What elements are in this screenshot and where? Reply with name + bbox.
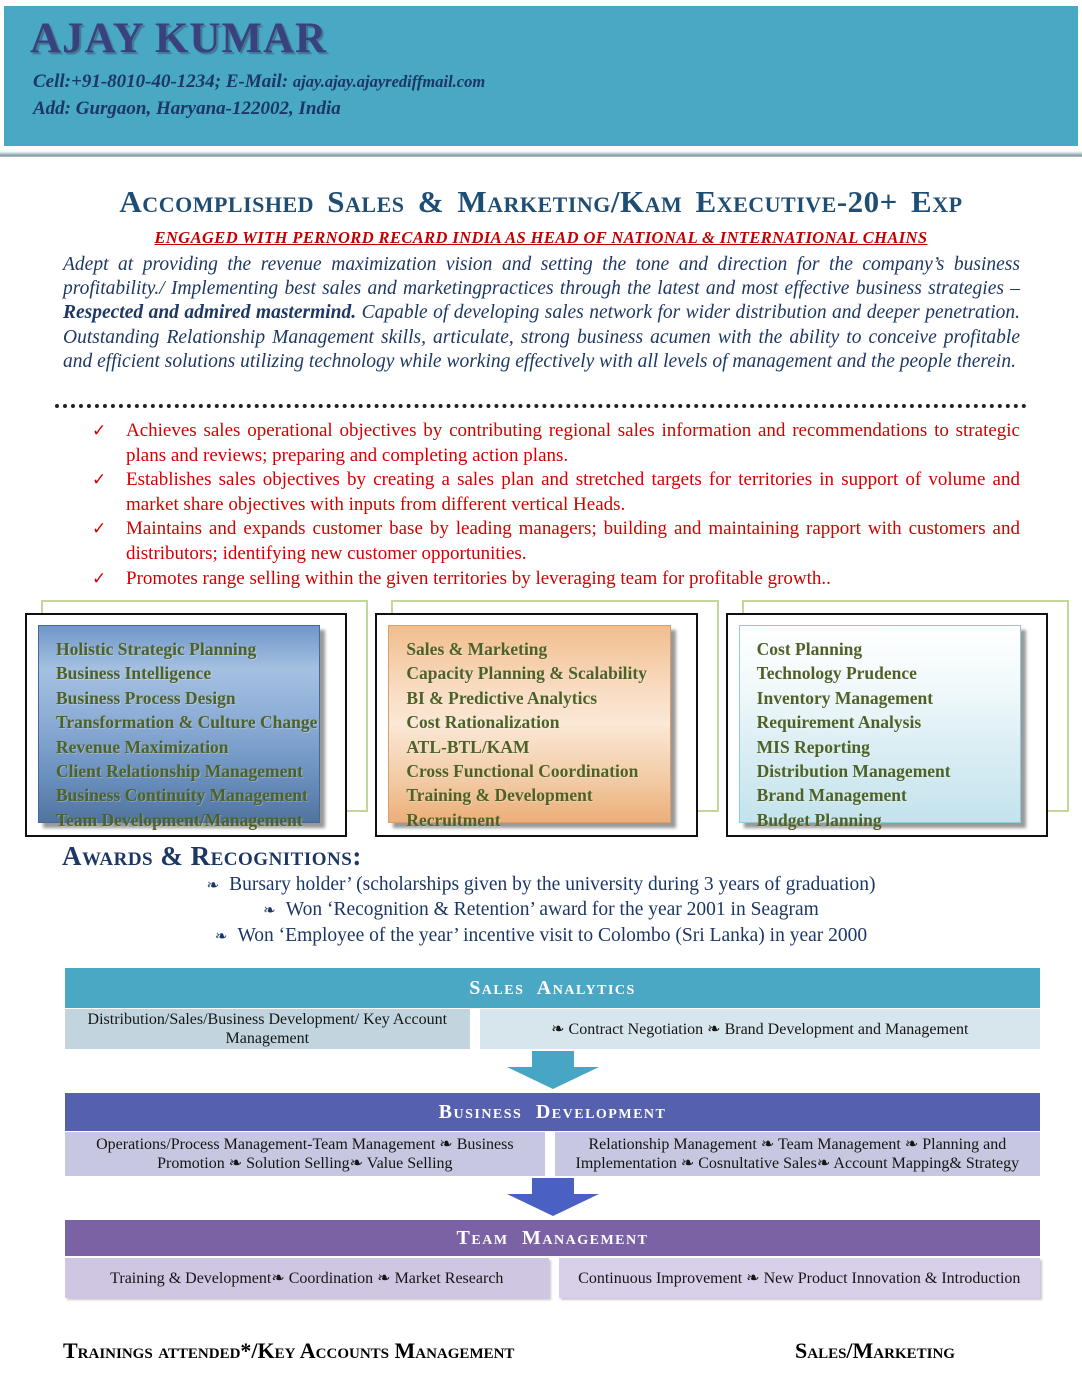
highlight-text: Achieves sales operational objectives by contributing regional sales information and recommendations to strategic plans and reviews; preparing and completing action plans. [126, 420, 1020, 466]
skill-list-sales-marketing [388, 625, 670, 830]
floral-bullet-icon: ❧ [214, 928, 228, 945]
skill-item: BI & Predictive Analytics [406, 687, 598, 708]
flow-cells-sales-analytics [65, 1009, 1040, 1049]
skill-item: Inventory Management [756, 687, 934, 708]
award-text: Won ‘Employee of the year’ incentive visit to Colombo (Sri Lanka) in year 2000 [237, 924, 868, 946]
highlight-item [92, 567, 1020, 592]
profile-summary-bold: Respected and admired mastermind. [63, 302, 357, 324]
contact-line-address: Add: Gurgaon, Haryana-122002, India [33, 98, 341, 119]
down-arrow-icon [507, 1178, 599, 1216]
awards-heading: Awards & Recognitions: [62, 841, 362, 871]
skill-item: Distribution Management [756, 761, 951, 782]
skill-item: Revenue Maximization [56, 736, 229, 757]
skill-item: Technology Prudence [756, 663, 917, 684]
skill-boxes-row [25, 600, 1062, 845]
skill-item: Sales & Marketing [406, 639, 548, 659]
award-item [40, 898, 1042, 923]
resume-title: Accomplished Sales & Marketing/Kam Executive-20+ Exp [119, 184, 963, 219]
flow-header-business-development: Business Development [65, 1093, 1040, 1131]
highlight-text: Establishes sales objectives by creating a sales plan and stretched targets for territories in support of volume and market share objectives with inputs from different vertical Heads. [126, 469, 1020, 515]
profile-summary-text-2: Capable of developing sales network for wider distribution and deeper penetration. Outstanding Relationship Management skills, articulate, strong business acumen with the ability to conceive profitable and efficient solutions utilizing technology while working effectively with all levels of management and the people therein. [63, 302, 1021, 372]
arrow-head [507, 1067, 599, 1089]
floral-bullet-icon: ❧ [206, 878, 220, 894]
checkmark-icon: ✓ [92, 519, 107, 540]
header-divider [0, 151, 1082, 157]
skill-item: Cross Functional Coordination [406, 761, 639, 782]
skill-box-operations [726, 600, 1062, 845]
checkmark-icon: ✓ [92, 421, 107, 441]
phone-email-label: Cell:+91-8010-40-1234; E-Mail: [33, 71, 289, 92]
skill-item: Brand Management [756, 785, 907, 806]
skill-item: Budget Planning [756, 809, 882, 830]
key-highlights-list [92, 419, 1020, 591]
awards-list [40, 873, 1042, 949]
highlight-text: Promotes range selling within the given territories by leveraging team for profitable growth.. [126, 567, 831, 589]
skill-box-sales-marketing [375, 600, 711, 845]
flow-cell: Relationship Management ❧ Team Management ❧ Planning and Implementation ❧ Cosnultative Sales❧ Account Mapping& Strategy [555, 1132, 1040, 1176]
header-band [4, 6, 1078, 146]
flow-cell: ❧ Contract Negotiation ❧ Brand Development and Management [480, 1009, 1040, 1049]
arrow-head [507, 1194, 599, 1216]
down-arrow-icon [507, 1051, 599, 1089]
contact-line-phone-email [33, 68, 485, 95]
footer-sales-marketing-label: Sales/Marketing [795, 1338, 955, 1363]
arrow-stem [532, 1051, 574, 1067]
award-text: Won ‘Recognition & Retention’ award for the year 2001 in Seagram [285, 899, 819, 921]
award-text: Bursary holder’ (scholarships given by the university during 3 years of graduation) [229, 874, 876, 895]
checkmark-icon: ✓ [92, 568, 107, 589]
skill-box-strategy [25, 600, 361, 845]
candidate-name: AJAY KUMAR [30, 15, 328, 62]
experience-flowchart [65, 968, 1040, 1298]
email-address: ajay.ajay.ajayrediffmail.com [292, 72, 486, 91]
section-divider [55, 404, 1027, 408]
flow-cells-team-management [65, 1258, 1040, 1298]
highlight-item [92, 419, 1020, 468]
skill-item: Cost Rationalization [406, 712, 560, 733]
flow-cell: Training & Development❧ Coordination ❧ Market Research [65, 1258, 549, 1298]
skill-list-operations [739, 625, 1021, 830]
skill-item: Transformation & Culture Change [56, 712, 318, 733]
flow-cells-business-development [65, 1132, 1040, 1176]
award-item [40, 873, 1042, 898]
checkmark-icon: ✓ [92, 470, 107, 491]
award-item [40, 924, 1042, 949]
highlight-item [92, 517, 1020, 566]
profile-summary-text: Adept at providing the revenue maximization vision and setting the tone and direction for the company’s business profitability./ Implementing best sales and marketingpractices through the latest and most effective business strategies – [63, 254, 1020, 300]
flow-cell: Distribution/Sales/Business Development/ Key Account Management [65, 1009, 470, 1049]
skill-item: Team Development/Management [56, 809, 303, 830]
skill-list-strategy [38, 625, 320, 830]
skill-item: Holistic Strategic Planning [56, 639, 257, 659]
profile-summary [63, 253, 1020, 374]
skill-item: Client Relationship Management [56, 761, 303, 782]
contact-info [33, 68, 485, 122]
skill-item: ATL-BTL/KAM [406, 736, 530, 757]
skill-item: Cost Planning [756, 639, 863, 659]
skill-item: MIS Reporting [756, 736, 870, 757]
footer-trainings-label: Trainings attended*/Key Accounts Management [63, 1338, 515, 1363]
skill-item: Business Process Design [56, 687, 236, 708]
flow-cell: Continuous Improvement ❧ New Product Innovation & Introduction [559, 1258, 1040, 1298]
flow-header-team-management: Team Management [65, 1220, 1040, 1256]
flow-cell: Operations/Process Management-Team Management ❧ Business Promotion ❧ Solution Selling❧ Value Selling [65, 1132, 545, 1176]
skill-item: Recruitment [406, 809, 501, 830]
skill-item: Requirement Analysis [756, 712, 922, 733]
engagement-subtitle: ENGAGED WITH PERNORD RECARD INDIA AS HEAD OF NATIONAL & INTERNATIONAL CHAINS [154, 228, 928, 247]
arrow-stem [532, 1178, 574, 1194]
highlight-text: Maintains and expands customer base by leading managers; building and maintaining rapport with customers and distributors; identifying new customer opportunities. [126, 518, 1020, 564]
skill-item: Business Continuity Management [56, 785, 308, 806]
highlight-item [92, 468, 1020, 517]
skill-item: Business Intelligence [56, 663, 212, 684]
skill-item: Training & Development [406, 785, 593, 806]
floral-bullet-icon: ❧ [263, 903, 276, 920]
flow-header-sales-analytics: Sales Analytics [65, 968, 1040, 1008]
skill-item: Capacity Planning & Scalability [406, 663, 647, 684]
